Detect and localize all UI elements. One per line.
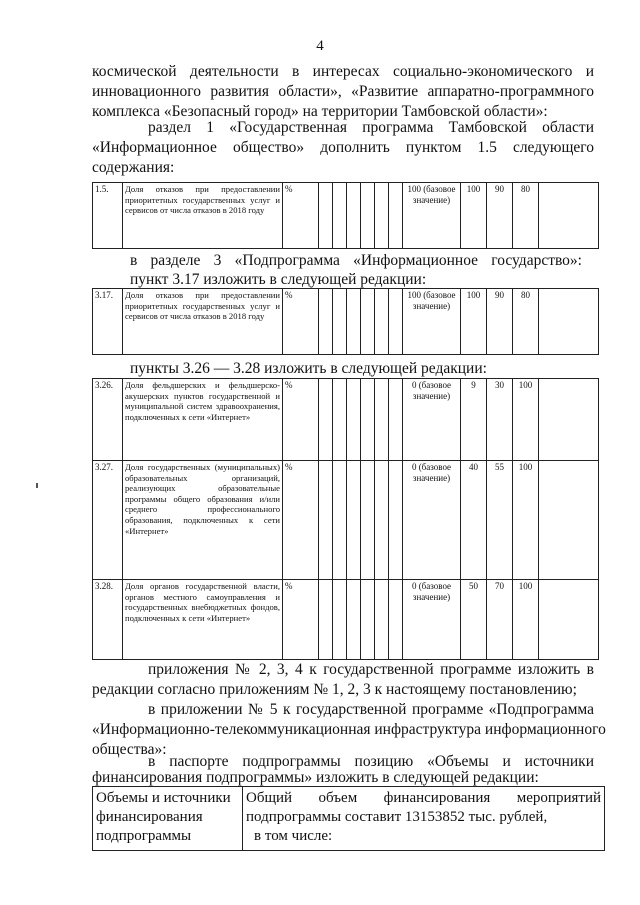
unit-cell: %: [283, 580, 319, 660]
empty-cell: [375, 289, 389, 355]
empty-cell: [389, 379, 403, 461]
value-cell: 90: [487, 183, 513, 249]
row-number: 3.17.: [93, 289, 123, 355]
indicator-table-3-26: [92, 378, 599, 660]
row-number: 3.26.: [93, 379, 123, 461]
table-row: [93, 289, 599, 355]
indicator-name: Доля отказов при предоставлении приоритетных государственных услуг и сервисов от числа отказов в 2018 году: [123, 289, 283, 355]
value-cell: 9: [461, 379, 487, 461]
indicator-name: Доля отказов при предоставлении приоритетных государственных услуг и сервисов от числа отказов в 2018 году: [123, 183, 283, 249]
financing-table: [92, 786, 605, 851]
empty-cell: [361, 461, 375, 580]
empty-cell: [333, 580, 347, 660]
empty-cell: [319, 183, 333, 249]
text-line: Общий объем финансирования мероприятий: [246, 790, 601, 806]
appendix-line: редакции согласно приложениям № 1, 2, 3 к настоящему постановлению;: [92, 681, 577, 698]
appendix5-line: в приложении № 5 к государственной программе «Подпрограмма: [148, 701, 594, 718]
table-row: [93, 787, 605, 851]
passport-line: в паспорте подпрограммы позицию «Объемы и источники: [148, 753, 594, 770]
value-cell: 70: [487, 580, 513, 660]
financing-value: [243, 787, 605, 851]
section3-line: в разделе 3 «Подпрограмма «Информационное государство»:: [130, 252, 582, 269]
point-3-17-line: пункт 3.17 изложить в следующей редакции:: [130, 271, 427, 288]
table-row: [93, 461, 599, 580]
indicator-table-3-17: [92, 288, 599, 355]
passport-line: финансирования подпрограммы» изложить в следующей редакции:: [92, 769, 539, 786]
empty-cell: [319, 580, 333, 660]
table-row: [93, 580, 599, 660]
intro-paragraph: [92, 62, 594, 122]
empty-cell: [389, 461, 403, 580]
base-value: 0 (базовое значение): [403, 580, 461, 660]
points-3-26-line: пункты 3.26 — 3.28 изложить в следующей редакции:: [130, 360, 487, 377]
unit-cell: %: [283, 289, 319, 355]
empty-cell: [319, 289, 333, 355]
value-cell: 50: [461, 580, 487, 660]
appendix5-line: «Информационно-телекоммуникационная инфраструктура информационного: [92, 721, 606, 738]
empty-cell: [333, 461, 347, 580]
value-cell: 80: [513, 183, 539, 249]
text-line: в том числе:: [254, 828, 333, 844]
empty-cell: [361, 379, 375, 461]
empty-cell: [539, 580, 599, 660]
unit-cell: %: [283, 183, 319, 249]
empty-cell: [539, 461, 599, 580]
value-cell: 80: [513, 289, 539, 355]
empty-cell: [347, 461, 361, 580]
empty-cell: [319, 379, 333, 461]
scan-mark: [36, 483, 38, 488]
section1-line: «Информационное общество» дополнить пунктом 1.5 следующего: [92, 139, 594, 156]
empty-cell: [333, 379, 347, 461]
empty-cell: [347, 183, 361, 249]
unit-cell: %: [283, 461, 319, 580]
row-number: 3.28.: [93, 580, 123, 660]
empty-cell: [333, 183, 347, 249]
empty-cell: [347, 289, 361, 355]
value-cell: 100: [513, 379, 539, 461]
section1-line: раздел 1 «Государственная программа Тамбовской области: [148, 119, 594, 136]
empty-cell: [361, 183, 375, 249]
page-number: 4: [316, 38, 324, 54]
empty-cell: [539, 289, 599, 355]
unit-cell: %: [283, 379, 319, 461]
value-cell: 55: [487, 461, 513, 580]
empty-cell: [389, 580, 403, 660]
text-line: инновационного развития области», «Развитие аппаратно-программного: [92, 83, 594, 100]
empty-cell: [539, 183, 599, 249]
base-value: 100 (базовое значение): [403, 183, 461, 249]
empty-cell: [539, 379, 599, 461]
indicator-table-1-5: [92, 182, 599, 249]
empty-cell: [375, 379, 389, 461]
empty-cell: [389, 183, 403, 249]
appendix5-line: общества»:: [92, 741, 167, 758]
empty-cell: [333, 289, 347, 355]
financing-label: Объемы и источники финансирования подпрограммы: [93, 787, 243, 851]
row-number: 3.27.: [93, 461, 123, 580]
table-row: [93, 379, 599, 461]
text-line: подпрограммы составит 13153852 тыс. рублей,: [246, 809, 548, 825]
empty-cell: [347, 379, 361, 461]
base-value: 0 (базовое значение): [403, 379, 461, 461]
value-cell: 100: [461, 289, 487, 355]
appendix-line: приложения № 2, 3, 4 к государственной программе изложить в: [148, 661, 594, 678]
value-cell: 90: [487, 289, 513, 355]
empty-cell: [375, 580, 389, 660]
section1-line: содержания:: [92, 159, 175, 176]
indicator-name: Доля фельдшерских и фельдшерско-акушерских пунктов государственной и муниципальной систем здравоохранения, подключенных к сети «Интернет»: [123, 379, 283, 461]
indicator-name: Доля государственных (муниципальных) образовательных организаций, реализующих образовательные программы общего образования и/или среднего профессионального образования, подключенных к сети «Интернет»: [123, 461, 283, 580]
value-cell: 30: [487, 379, 513, 461]
value-cell: 100: [461, 183, 487, 249]
empty-cell: [375, 183, 389, 249]
base-value: 100 (базовое значение): [403, 289, 461, 355]
indicator-name: Доля органов государственной власти, органов местного самоуправления и государственных внебюджетных фондов, подключенных к сети «Интернет»: [123, 580, 283, 660]
empty-cell: [319, 461, 333, 580]
empty-cell: [361, 580, 375, 660]
row-number: 1.5.: [93, 183, 123, 249]
value-cell: 100: [513, 461, 539, 580]
text-line: комплекса «Безопасный город» на территории Тамбовской области»:: [92, 103, 548, 120]
text-line: космической деятельности в интересах социально-экономического и: [92, 63, 594, 80]
empty-cell: [375, 461, 389, 580]
base-value: 0 (базовое значение): [403, 461, 461, 580]
empty-cell: [389, 289, 403, 355]
value-cell: 100: [513, 580, 539, 660]
empty-cell: [361, 289, 375, 355]
value-cell: 40: [461, 461, 487, 580]
empty-cell: [347, 580, 361, 660]
table-row: [93, 183, 599, 249]
